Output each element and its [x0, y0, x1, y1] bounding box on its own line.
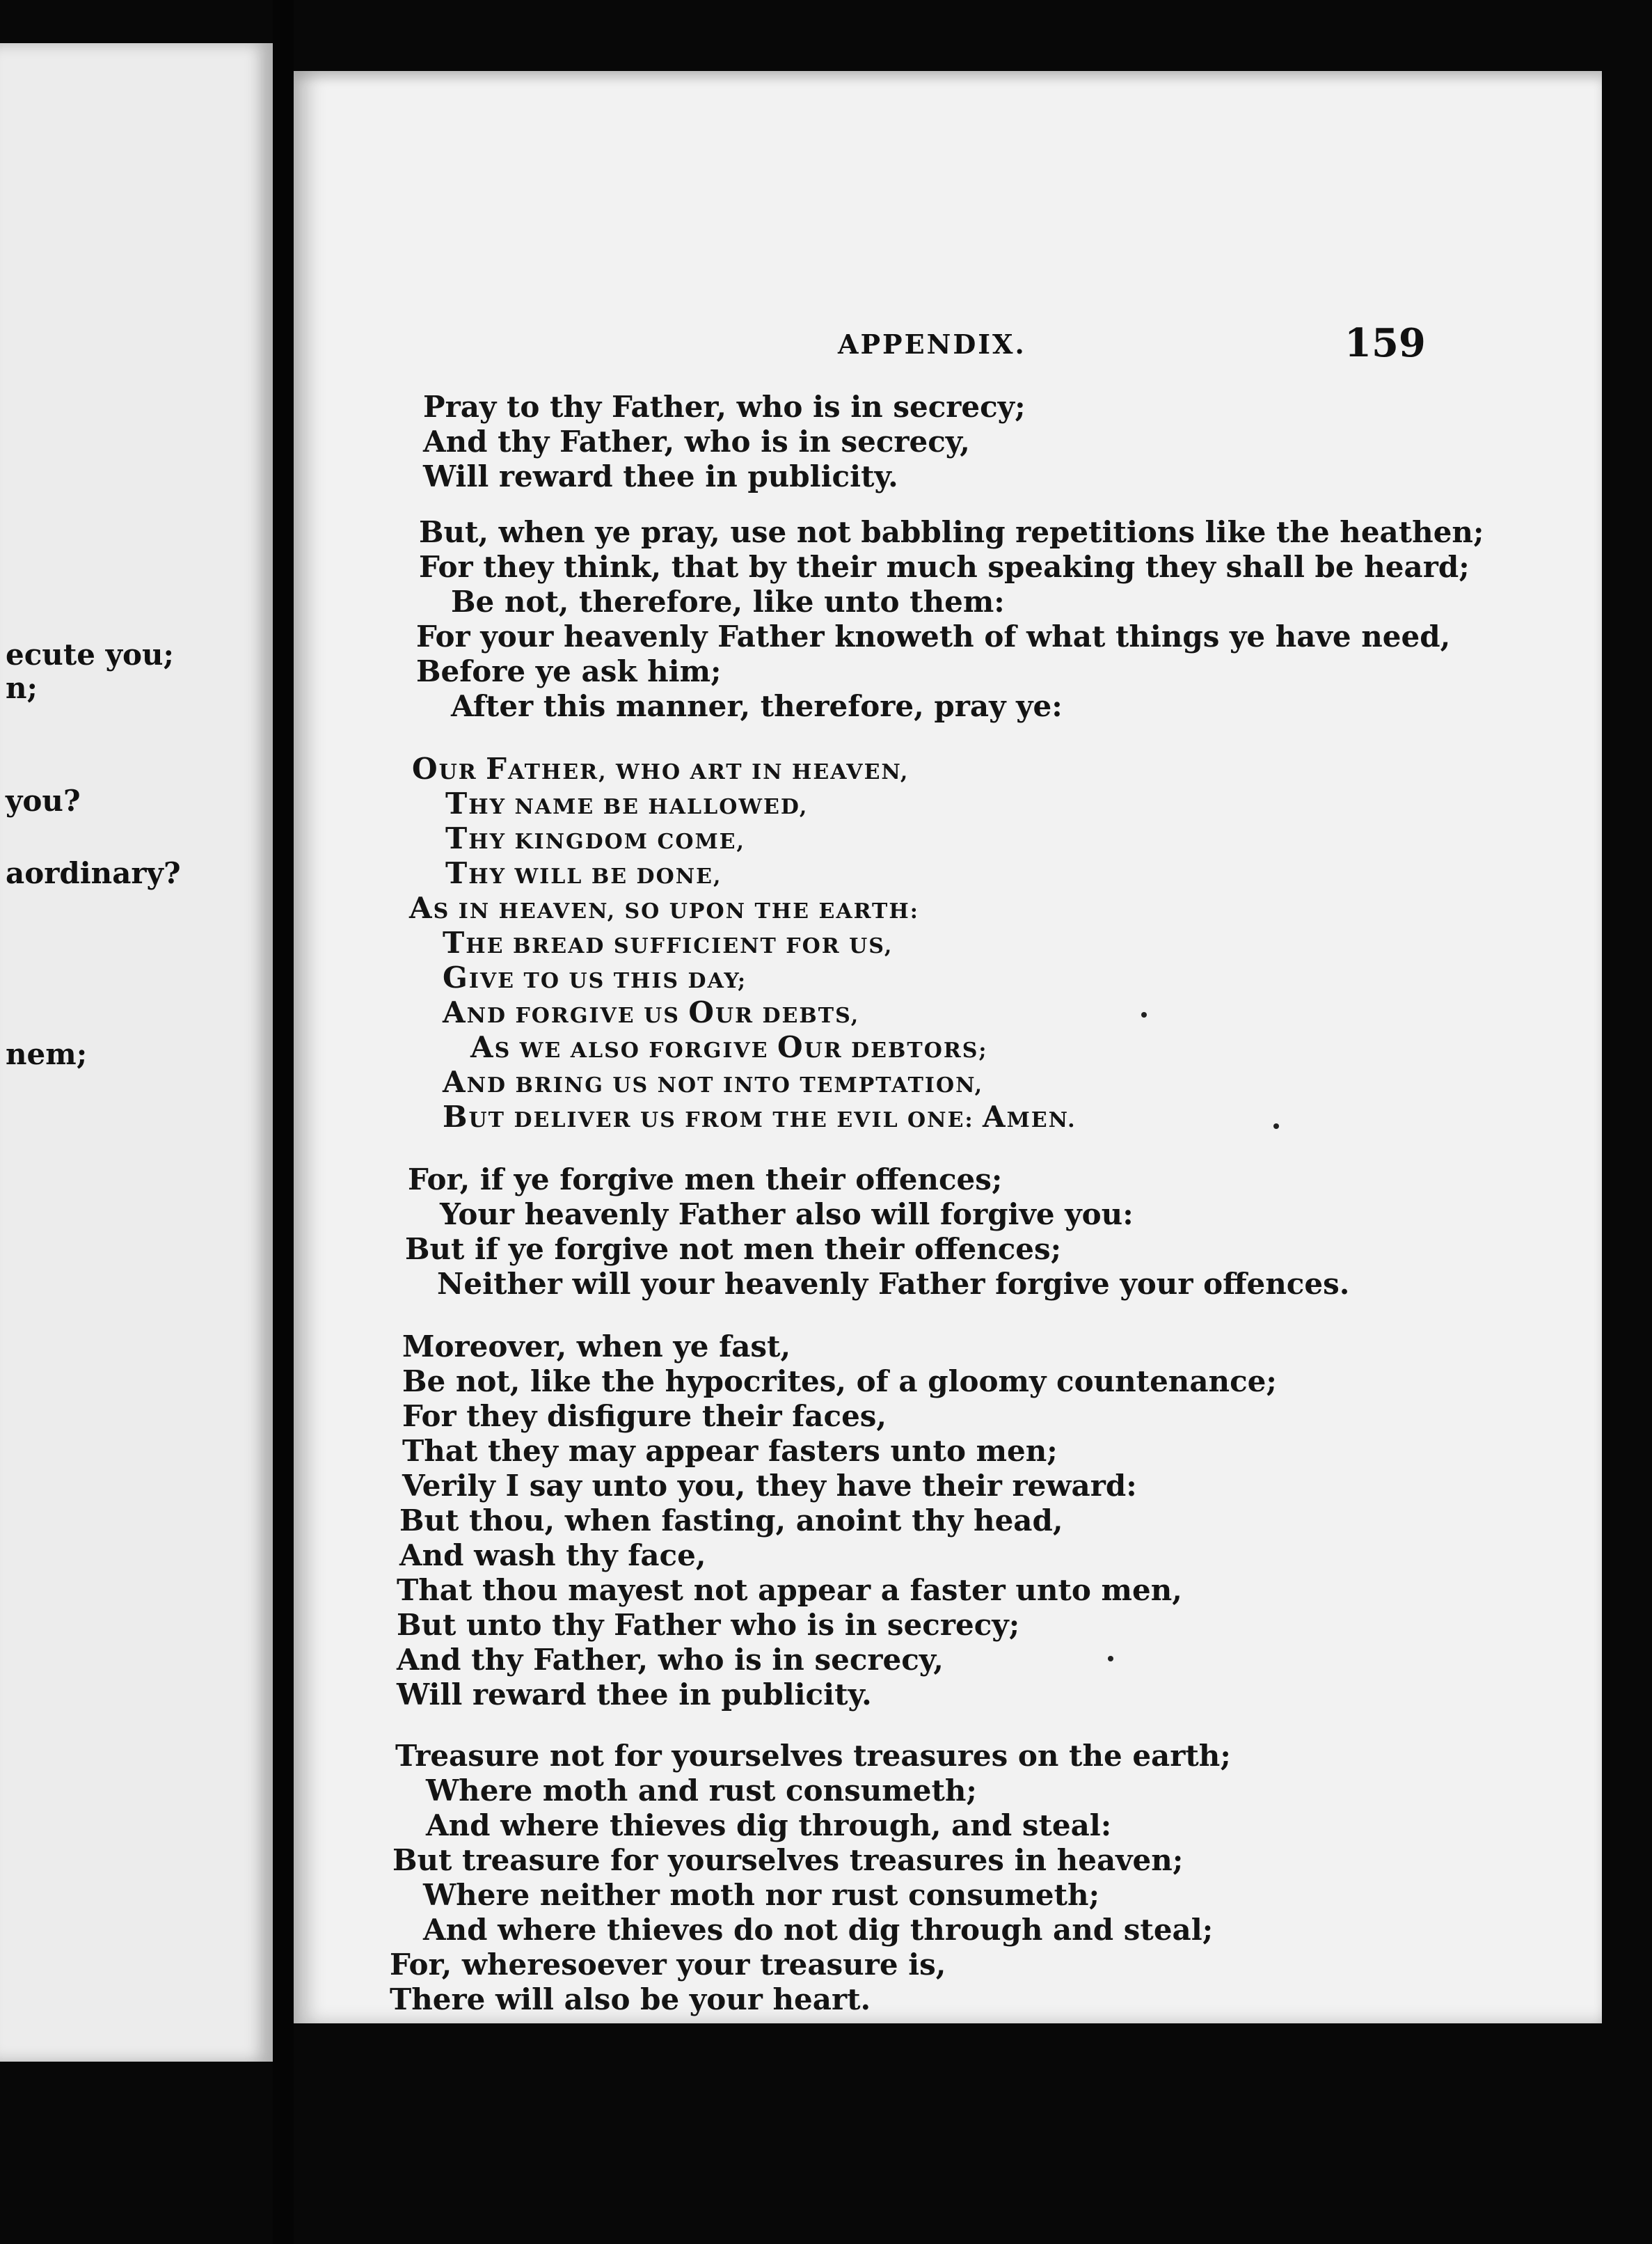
left-fragment: you?: [6, 784, 81, 818]
verse-line: Your heavenly Father also will forgive you:: [440, 1197, 1134, 1231]
verse-line: Treasure not for yourselves treasures on the earth;: [395, 1739, 1231, 1773]
verse-line: Will reward thee in publicity.: [423, 459, 898, 493]
verse-line: After this manner, therefore, pray ye:: [451, 689, 1063, 723]
verse-line: Where moth and rust consumeth;: [426, 1773, 977, 1808]
verse-line: Be not, like the hypocrites, of a gloomy countenance;: [402, 1364, 1277, 1398]
page-title: APPENDIX.: [838, 329, 1026, 360]
prayer-line: AND BRING US NOT INTO TEMPTATION,: [443, 1065, 984, 1099]
running-head: [294, 320, 1602, 370]
verse-line: And wash thy face,: [399, 1538, 706, 1572]
left-fragment: aordinary?: [6, 856, 181, 890]
prayer-line: AS WE ALSO FORGIVE OUR DEBTORS;: [470, 1030, 988, 1064]
prayer-line: THY KINGDOM COME,: [445, 821, 745, 855]
scan-speck: [1108, 1656, 1113, 1661]
verse-line: That thou mayest not appear a faster unto men,: [397, 1573, 1182, 1607]
verse-line: Pray to thy Father, who is in secrecy;: [423, 390, 1026, 424]
prayer-line: AS IN HEAVEN, SO UPON THE EARTH:: [409, 891, 919, 925]
verse-line: There will also be your heart.: [390, 1982, 871, 2016]
verse-line: For your heavenly Father knoweth of what things ye have need,: [416, 619, 1451, 654]
verse-line: And where thieves do not dig through and steal;: [423, 1913, 1214, 1947]
left-fragment: n;: [6, 671, 38, 705]
verse-line: For they disfigure their faces,: [402, 1399, 887, 1433]
scan-speck: [1273, 1123, 1279, 1129]
prayer-line: OUR FATHER, WHO ART IN HEAVEN,: [412, 752, 910, 786]
verse-line: Where neither moth nor rust consumeth;: [423, 1878, 1100, 1912]
left-fragment: ecute you;: [6, 638, 175, 672]
verse-line: But unto thy Father who is in secrecy;: [397, 1608, 1020, 1642]
page-number: 159: [1344, 320, 1426, 366]
verse-line: Be not, therefore, like unto them:: [451, 585, 1005, 619]
verse-line: Neither will your heavenly Father forgive your offences.: [437, 1267, 1350, 1301]
left-fragment: nem;: [6, 1037, 88, 1071]
verse-line: For, wheresoever your treasure is,: [390, 1947, 946, 1982]
verse-line: Before ye ask him;: [416, 654, 722, 688]
prayer-line: BUT DELIVER US FROM THE EVIL ONE: AMEN.: [443, 1100, 1077, 1134]
scan-speck: [1141, 1012, 1147, 1018]
verse-line: And thy Father, who is in secrecy,: [397, 1643, 944, 1677]
verse-line: For they think, that by their much speaking they shall be heard;: [419, 550, 1470, 584]
verse-line: But, when ye pray, use not babbling repetitions like the heathen;: [419, 515, 1484, 549]
prayer-line: GIVE TO US THIS DAY;: [443, 961, 747, 995]
prayer-line: THY WILL BE DONE,: [445, 856, 722, 890]
verse-line: But if ye forgive not men their offences;: [405, 1232, 1062, 1266]
prayer-line: AND FORGIVE US OUR DEBTS,: [443, 995, 860, 1029]
left-page: [0, 43, 277, 2062]
book-gutter: [273, 0, 294, 2244]
verse-line: Will reward thee in publicity.: [397, 1677, 872, 1712]
prayer-line: THE BREAD SUFFICIENT FOR US,: [443, 926, 893, 960]
verse-line: Verily I say unto you, they have their reward:: [402, 1469, 1137, 1503]
right-page: [294, 71, 1602, 2023]
verse-line: And thy Father, who is in secrecy,: [423, 425, 970, 459]
verse-line: For, if ye forgive men their offences;: [408, 1162, 1003, 1196]
prayer-line: THY NAME BE HALLOWED,: [445, 787, 809, 821]
verse-line: And where thieves dig through, and steal:: [426, 1808, 1112, 1842]
verse-line: But thou, when fasting, anoint thy head,: [399, 1503, 1063, 1538]
verse-line: That they may appear fasters unto men;: [402, 1434, 1058, 1468]
verse-line: But treasure for yourselves treasures in heaven;: [392, 1843, 1184, 1877]
verse-line: Moreover, when ye fast,: [402, 1329, 791, 1364]
